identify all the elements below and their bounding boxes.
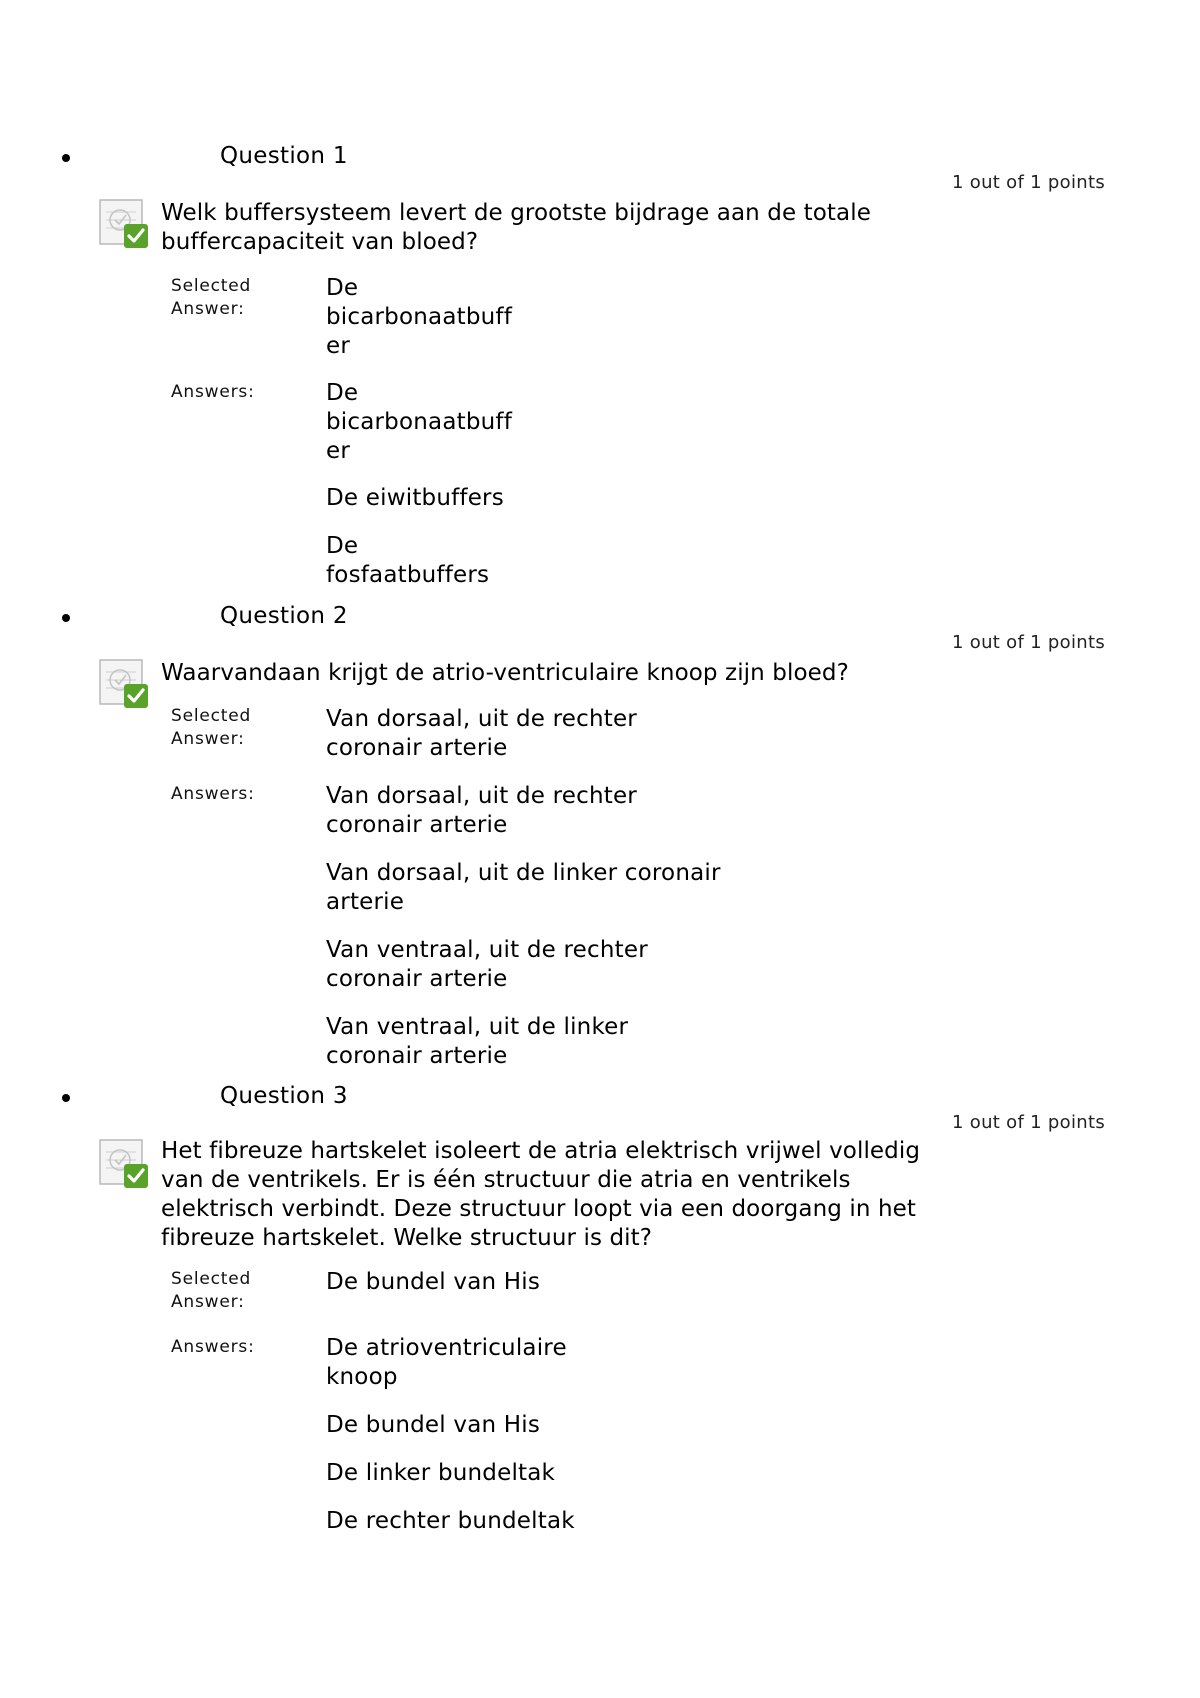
answer-option: De rechter bundeltak [326, 1508, 575, 1534]
points-score: 1 out of 1 points [952, 632, 1106, 653]
list-bullet [62, 614, 70, 622]
list-bullet [62, 1094, 70, 1102]
answer-option: Van ventraal, uit de rechter coronair arterie [326, 937, 648, 992]
points-score: 1 out of 1 points [952, 172, 1106, 193]
answers-label: Answers: [171, 784, 255, 804]
selected-answer-label: Selected Answer: [171, 706, 252, 749]
answers-label: Answers: [171, 382, 255, 402]
question-text: Waarvandaan krijgt de atrio-ventriculaire knoop zijn bloed? [161, 660, 849, 686]
answer-option: De bicarbonaatbuff er [326, 380, 513, 464]
question-title: Question 3 [220, 1083, 348, 1109]
correct-check-icon [98, 198, 150, 250]
answer-option: De linker bundeltak [326, 1460, 556, 1486]
selected-answer: De bundel van His [326, 1269, 541, 1295]
question-title: Question 2 [220, 603, 348, 629]
answer-option: Van dorsaal, uit de rechter coronair arterie [326, 783, 637, 838]
question-text: Welk buffersysteem levert de grootste bijdrage aan de totale buffercapaciteit van bloed? [161, 200, 871, 255]
answer-option: De eiwitbuffers [326, 485, 504, 511]
answer-option: De fosfaatbuffers [326, 533, 490, 588]
answer-option: De atrioventriculaire knoop [326, 1335, 567, 1390]
selected-answer-label: Selected Answer: [171, 276, 252, 319]
list-bullet [62, 154, 70, 162]
points-score: 1 out of 1 points [952, 1112, 1106, 1133]
selected-answer: De bicarbonaatbuff er [326, 275, 513, 359]
answers-label: Answers: [171, 1337, 255, 1357]
correct-check-icon [98, 1138, 150, 1190]
answer-option: De bundel van His [326, 1412, 541, 1438]
answer-option: Van dorsaal, uit de linker coronair arterie [326, 860, 721, 915]
correct-check-icon [98, 658, 150, 710]
selected-answer: Van dorsaal, uit de rechter coronair arterie [326, 706, 637, 761]
question-title: Question 1 [220, 143, 348, 169]
answer-option: Van ventraal, uit de linker coronair arterie [326, 1014, 629, 1069]
selected-answer-label: Selected Answer: [171, 1269, 252, 1312]
question-text: Het fibreuze hartskelet isoleert de atria elektrisch vrijwel volledig van de ventrikels. Er is één structuur die atria en ventrikels elektrisch verbindt. Deze structuur loopt via een doorgang in het fibreuze hartskelet. Welke structuur is dit? [161, 1138, 921, 1251]
